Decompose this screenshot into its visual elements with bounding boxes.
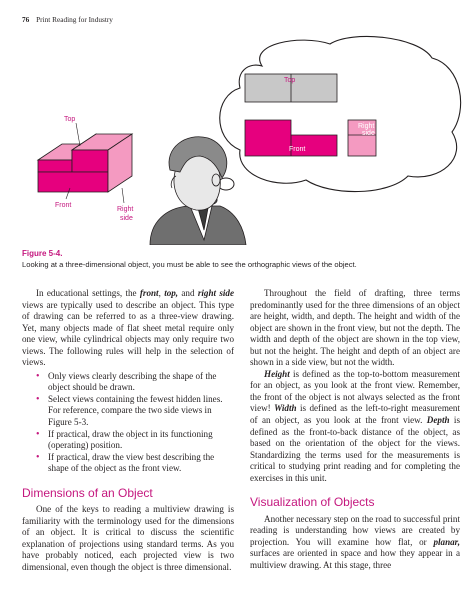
list-item: • Select views containing the fewest hidden lines. For reference, compare the two side views in Figure 5-3. [36,394,234,429]
visualization-paragraph: Another necessary step on the road to successful print reading is understanding how views are created by projection. You will examine how flat, or planar, surfaces are oriented in space and how they appear in a multiview drawing. At this stage, three [250,513,460,571]
list-item: • Only views clearly describing the shape of the object should be drawn. [36,371,234,394]
right-side-view-label-1: Right [358,123,375,130]
right-side-view-label-2: side [362,130,375,137]
list-item: • If practical, draw the object in its functioning (operating) position. [36,429,234,452]
object-front-label: Front [55,202,72,209]
left-column [22,288,234,574]
right-column [250,288,460,572]
object-right-label-1: Right [117,206,134,213]
dimensions-paragraph: One of the keys to reading a multiview drawing is familiarity with the terminology used for the dimensions of an object. It is critical to discuss the scientific explanation of projections using standard terms. As you have probably noticed, each projected view is two dimensional, even though the object is three dimensional. [22,504,234,573]
page-number: 76 [22,15,30,24]
view-selection-rules [22,371,234,475]
figure-caption-title: Figure 5-4. [22,249,63,258]
definitions-paragraph: Height is defined as the top-to-bottom measurement for an object, as you look at the front view. Remember, the front of the object is not always selected as the front view! Width is defined as the left-to-right measurement of an object, as you look at the front view. Depth is defined as the front-to-back distance of the object, as based on the orientation of the object for the views. Standardizing the terms used for the measurements is critical to studying print reading and for completing the exercises in this unit. [250,368,461,483]
thought-bubble [220,36,461,191]
book-title: Print Reading for Industry [36,15,113,24]
figure-caption-text: Looking at a three-dimensional object, you must be able to see the orthographic views of the object. [22,260,357,269]
top-view-label: Top [284,77,296,84]
person-illustration [150,137,246,245]
front-view-label: Front [289,146,306,153]
object-right-label-2: side [120,215,133,222]
figure-5-4-illustration [0,0,474,245]
isometric-object [38,134,132,192]
intro-paragraph: In educational settings, the front, top, and right side views are typically used to describe an object. This type of drawing can be referred to as a three-view drawing. Yet, many objects made of flat sheet metal require only one view, while cylindrical objects may only require two views. The following rules will help in the selection of views. [22,288,234,368]
section-heading-dimensions: Dimensions of an Object [22,485,153,500]
terms-paragraph: Throughout the field of drafting, three terms predominantly used for the three dimensions of an object are height, width, and depth. The height and width of the object are shown in the front view, but not the depth. The width and depth of the object are shown in the top view, but not the height. The height and depth of an object are shown in a side view, but not the width. [250,288,460,368]
section-heading-visualization: Visualization of Objects [250,495,375,510]
list-item: • If practical, draw the view best describing the shape of the object as the front view. [36,452,234,475]
object-top-label: Top [64,116,76,123]
